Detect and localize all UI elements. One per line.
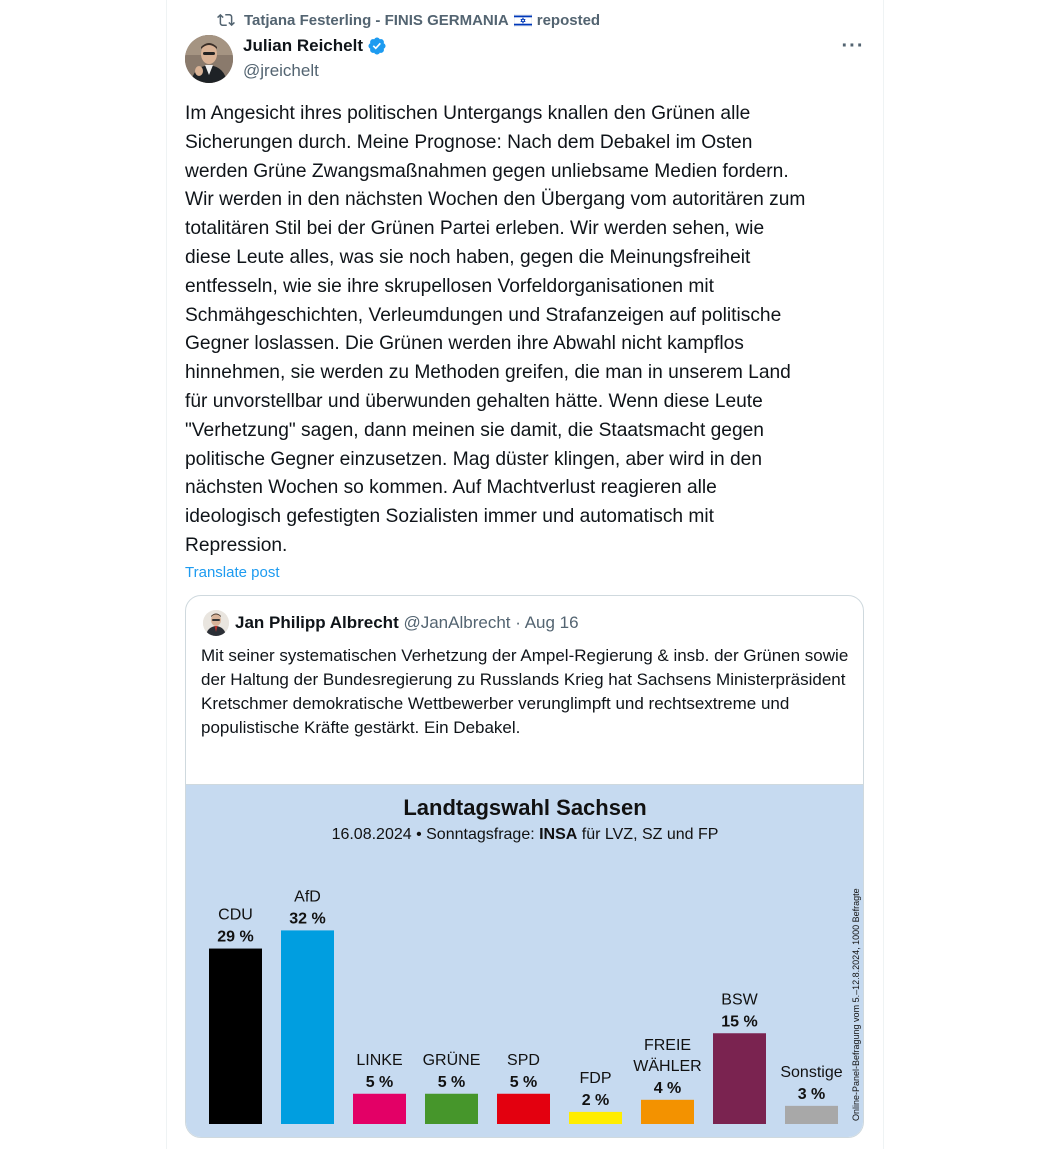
chart-subtitle-clients: für LVZ, SZ und FP: [577, 826, 719, 843]
bar-category-label: LINKE: [356, 1051, 403, 1069]
quoted-post[interactable]: [185, 595, 864, 1138]
bar-grüne: [425, 1094, 478, 1124]
bar-value-label: 5 %: [437, 1073, 466, 1091]
author-avatar-image: [185, 35, 233, 83]
verified-badge-icon[interactable]: [367, 36, 387, 56]
bar-fdp: [569, 1112, 622, 1124]
quote-date[interactable]: Aug 16: [524, 613, 579, 632]
author-avatar[interactable]: [185, 35, 233, 83]
bar-value-label: 5 %: [365, 1073, 394, 1091]
bar-value-label: 5 %: [509, 1073, 538, 1091]
bar-category-label: CDU: [218, 906, 253, 924]
quote-author-handle[interactable]: @JanAlbrecht: [403, 613, 511, 632]
bar-category-label: WÄHLER: [633, 1057, 702, 1075]
bar-category-label: BSW: [721, 991, 758, 1009]
repost-indicator[interactable]: [216, 10, 600, 30]
bar-sonstige: [785, 1106, 838, 1124]
more-options-button[interactable]: ···: [841, 35, 865, 57]
bar-freie-wähler: [641, 1100, 694, 1124]
chart-side-note: Online-Panel-Befragung vom 5.–12.8.2024, 1000 Befragte: [851, 888, 861, 1121]
bar-value-label: 32 %: [289, 910, 326, 928]
quote-separator: ·: [515, 613, 521, 632]
chart-subtitle-date: 16.08.2024 • Sonntagsfrage:: [331, 826, 540, 843]
author-name-row[interactable]: [243, 36, 387, 56]
timeline-border-left: [166, 0, 167, 1149]
quote-header: [235, 613, 579, 633]
timeline-border-right: [883, 0, 884, 1149]
bar-category-label: SPD: [507, 1051, 540, 1069]
bar-category-label: GRÜNE: [422, 1051, 481, 1069]
bar-value-label: 15 %: [721, 1013, 758, 1031]
bar-value-label: 4 %: [653, 1079, 682, 1097]
repost-icon: [216, 11, 236, 29]
quote-author-avatar-image: [203, 610, 229, 636]
bar-linke: [353, 1094, 406, 1124]
quote-author-avatar[interactable]: [203, 610, 229, 636]
quote-text: Mit seiner systematischen Verhetzung der Ampel-Regierung & insb. der Grünen sowie der Haltung der Bundesregierung zu Russlands Krieg hat Sachsens Ministerpräsident Kretschmer demokratische Wettbewerber verunglimpft und rechtsextreme und populistische Kräfte gestärkt. Ein Debakel.: [201, 646, 849, 737]
repost-suffix: reposted: [536, 11, 601, 29]
bar-value-label: 2 %: [581, 1091, 610, 1109]
post-text: Im Angesicht ihres politischen Untergangs knallen den Grünen alle Sicherungen durch. Meine Prognose: Nach dem Debakel im Osten werden Grüne Zwangsmaßnahmen gegen unliebsame Medien fordern. Wir werden in den nächsten Wochen den Übergang vom autoritären zum totalitären Stil bei der Grünen Partei erleben. Wir werden sehen, wie diese Leute alles, was sie noch haben, gegen die Meinungsfreiheit entfesseln, wie sie ihre skrupellosen Vorfeldorganisationen mit Schmähgeschichten, Verleumdungen und Strafanzeigen auf politische Gegner loslassen. Die Grünen werden ihre Abwahl nicht kampflos hinnehmen, sie werden zu Methoden greifen, die man in unserem Land für unvorstellbar und überwunden gehalten hätte. Wenn diese Leute "Verhetzung" sagen, dann meinen sie damit, die Staatsmacht gegen politische Gegner einzusetzen. Mag düster klingen, aber wird in den nächsten Wochen so kommen. Auf Machtverlust reagieren alle ideologisch gefestigten Sozialisten immer und automatisch mit Repression.: [185, 103, 806, 556]
poll-bar-chart: [186, 785, 864, 1138]
bar-category-label: FDP: [579, 1069, 612, 1087]
bar-cdu: [209, 949, 262, 1124]
author-handle[interactable]: @jreichelt: [243, 61, 319, 80]
bar-spd: [497, 1094, 550, 1124]
translate-post-link[interactable]: Translate post: [185, 564, 280, 581]
repost-user-name[interactable]: Tatjana Festerling - FINIS GERMANIA: [244, 11, 509, 29]
bar-category-label: AfD: [294, 888, 321, 906]
chart-subtitle: [332, 826, 719, 843]
israel-flag-icon: [514, 14, 532, 27]
bar-category-label: Sonstige: [780, 1063, 843, 1081]
chart-subtitle-pollster: INSA: [539, 826, 578, 843]
bar-value-label: 29 %: [217, 928, 254, 946]
chart-title: Landtagswahl Sachsen: [403, 795, 647, 820]
bar-afd: [281, 930, 334, 1124]
bar-bsw: [713, 1033, 766, 1124]
quote-author-name[interactable]: Jan Philipp Albrecht: [235, 613, 399, 632]
chart-bars: [209, 888, 843, 1124]
bar-value-label: 3 %: [797, 1085, 826, 1103]
author-name[interactable]: Julian Reichelt: [243, 36, 363, 55]
poll-chart-image[interactable]: [186, 784, 864, 1138]
bar-category-label: FREIE: [643, 1036, 692, 1054]
